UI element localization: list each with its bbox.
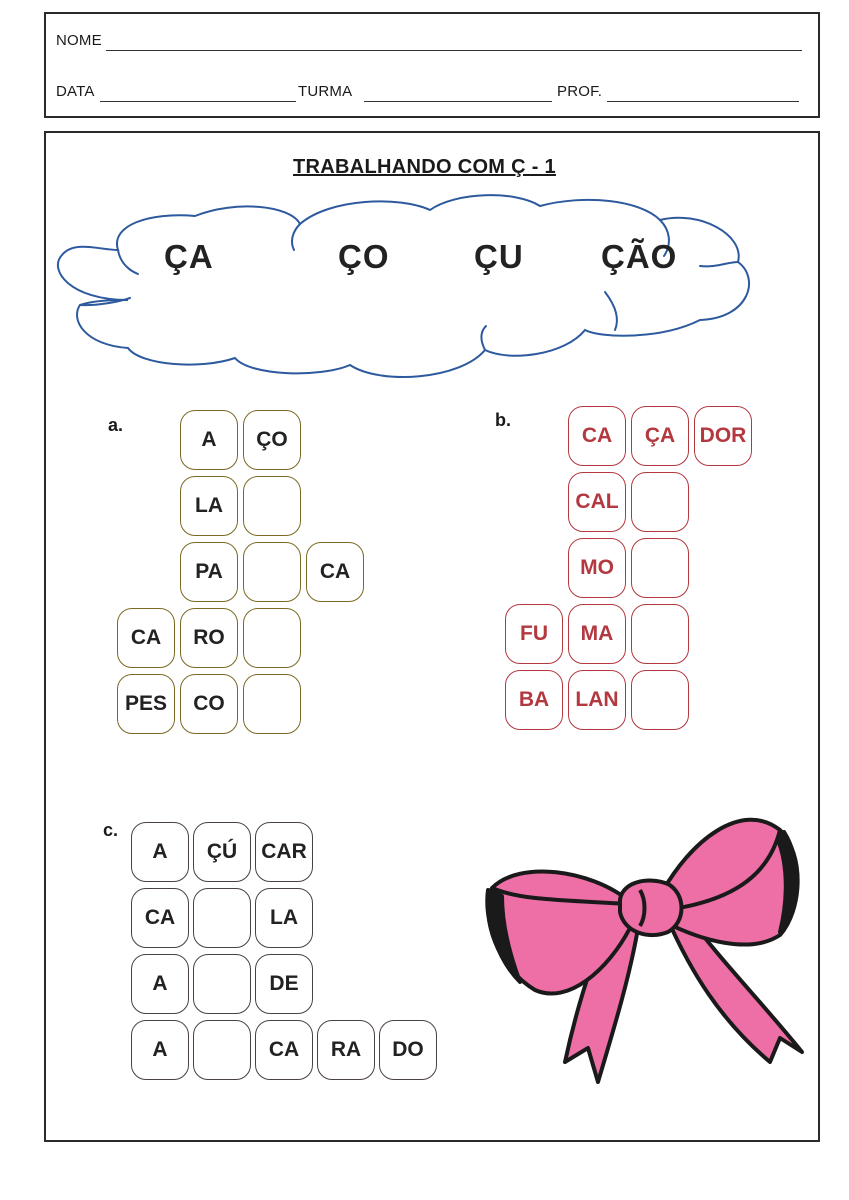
syllable-cu: ÇU	[474, 238, 524, 275]
exercise-c-blank-tile[interactable]	[193, 1020, 251, 1080]
name-label: NOME	[56, 32, 102, 49]
exercise-a-syllable-tile: CA	[117, 608, 175, 668]
syllable-co: ÇO	[338, 238, 390, 275]
syllable-cao: ÇÃO	[601, 238, 678, 275]
cloud-shape	[0, 0, 849, 400]
exercise-c-syllable-tile: DE	[255, 954, 313, 1014]
exercise-a-syllable-tile: RO	[180, 608, 238, 668]
exercise-b-syllable-tile: BA	[505, 670, 563, 730]
exercise-c-syllable-tile: CAR	[255, 822, 313, 882]
exercise-a-syllable-tile: PA	[180, 542, 238, 602]
exercise-a-syllable-tile: PES	[117, 674, 175, 734]
teacher-label: PROF.	[557, 83, 603, 100]
exercise-c-syllable-tile: A	[131, 822, 189, 882]
class-label: TURMA	[298, 83, 353, 100]
exercise-b-syllable-tile: CAL	[568, 472, 626, 532]
exercise-c-syllable-tile: ÇÚ	[193, 822, 251, 882]
exercise-c-syllable-tile: CA	[131, 888, 189, 948]
exercise-c-blank-tile[interactable]	[193, 954, 251, 1014]
exercise-c-syllable-tile: A	[131, 954, 189, 1014]
exercise-b-syllable-tile: MA	[568, 604, 626, 664]
exercise-c-syllable-tile: DO	[379, 1020, 437, 1080]
exercise-a-syllable-tile: CA	[306, 542, 364, 602]
exercise-b-label: b.	[495, 410, 511, 430]
date-label: DATA	[56, 83, 95, 100]
exercise-b-syllable-tile: DOR	[694, 406, 752, 466]
exercise-c-syllable-tile: LA	[255, 888, 313, 948]
exercise-b-blank-tile[interactable]	[631, 472, 689, 532]
exercise-b-syllable-tile: ÇA	[631, 406, 689, 466]
exercise-c-syllable-tile: CA	[255, 1020, 313, 1080]
exercise-b-blank-tile[interactable]	[631, 670, 689, 730]
exercise-b-syllable-tile: FU	[505, 604, 563, 664]
exercise-a-syllable-tile: ÇO	[243, 410, 301, 470]
exercise-b-syllable-tile: LAN	[568, 670, 626, 730]
exercise-b-syllable-tile: MO	[568, 538, 626, 598]
bow-illustration	[480, 800, 810, 1120]
exercise-a-blank-tile[interactable]	[243, 674, 301, 734]
exercise-a-blank-tile[interactable]	[243, 542, 301, 602]
exercise-a-blank-tile[interactable]	[243, 476, 301, 536]
exercise-c-label: c.	[103, 820, 119, 840]
exercise-b-syllable-tile: CA	[568, 406, 626, 466]
exercise-b-blank-tile[interactable]	[631, 604, 689, 664]
exercise-b-blank-tile[interactable]	[631, 538, 689, 598]
exercise-a-blank-tile[interactable]	[243, 608, 301, 668]
exercise-a-syllable-tile: LA	[180, 476, 238, 536]
exercise-a-label: a.	[108, 415, 124, 435]
syllable-ca: ÇA	[164, 238, 214, 275]
exercise-c-syllable-tile: A	[131, 1020, 189, 1080]
worksheet-title: TRABALHANDO COM Ç - 1	[293, 156, 556, 178]
exercise-a-syllable-tile: A	[180, 410, 238, 470]
exercise-a-syllable-tile: CO	[180, 674, 238, 734]
exercise-c-blank-tile[interactable]	[193, 888, 251, 948]
exercise-c-syllable-tile: RA	[317, 1020, 375, 1080]
